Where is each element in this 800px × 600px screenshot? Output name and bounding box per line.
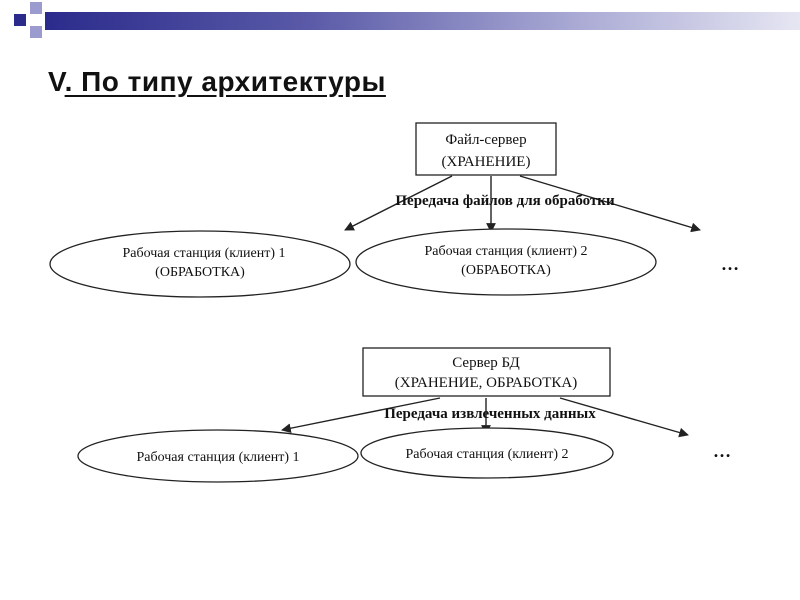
client-2-bottom-label: Рабочая станция (клиент) 2	[405, 447, 569, 462]
db-server-label: Сервер БД	[452, 355, 520, 371]
client-1-top-role: (ОБРАБОТКА)	[155, 265, 245, 280]
client-1-top	[50, 231, 350, 297]
more-clients-top: …	[721, 254, 739, 274]
file-server-role: (ХРАНЕНИЕ)	[441, 154, 531, 170]
slide-title-text: . По типу архитектуры	[64, 66, 386, 97]
more-clients-bottom: …	[713, 441, 731, 461]
client-1-top-ellipse	[50, 231, 350, 297]
client-2-top-ellipse	[356, 229, 656, 295]
client-2-top-label: Рабочая станция (клиент) 2	[424, 244, 588, 259]
client-2-top	[356, 229, 656, 295]
client-1-bottom-label: Рабочая станция (клиент) 1	[136, 450, 300, 465]
file-server-label: Файл-сервер	[445, 132, 527, 148]
file-server-group	[416, 123, 556, 175]
slide-title-prefix: V	[48, 66, 65, 97]
client-2-bottom	[361, 428, 613, 478]
transfer-label-top: Передача файлов для обработки	[395, 193, 615, 209]
client-2-top-role: (ОБРАБОТКА)	[461, 263, 551, 278]
transfer-label-bottom: Передача извлеченных данных	[384, 406, 596, 422]
client-1-top-label: Рабочая станция (клиент) 1	[122, 246, 286, 261]
client-1-bottom	[78, 430, 358, 482]
db-server-group	[363, 348, 610, 396]
db-server-role: (ХРАНЕНИЕ, ОБРАБОТКА)	[394, 375, 578, 391]
